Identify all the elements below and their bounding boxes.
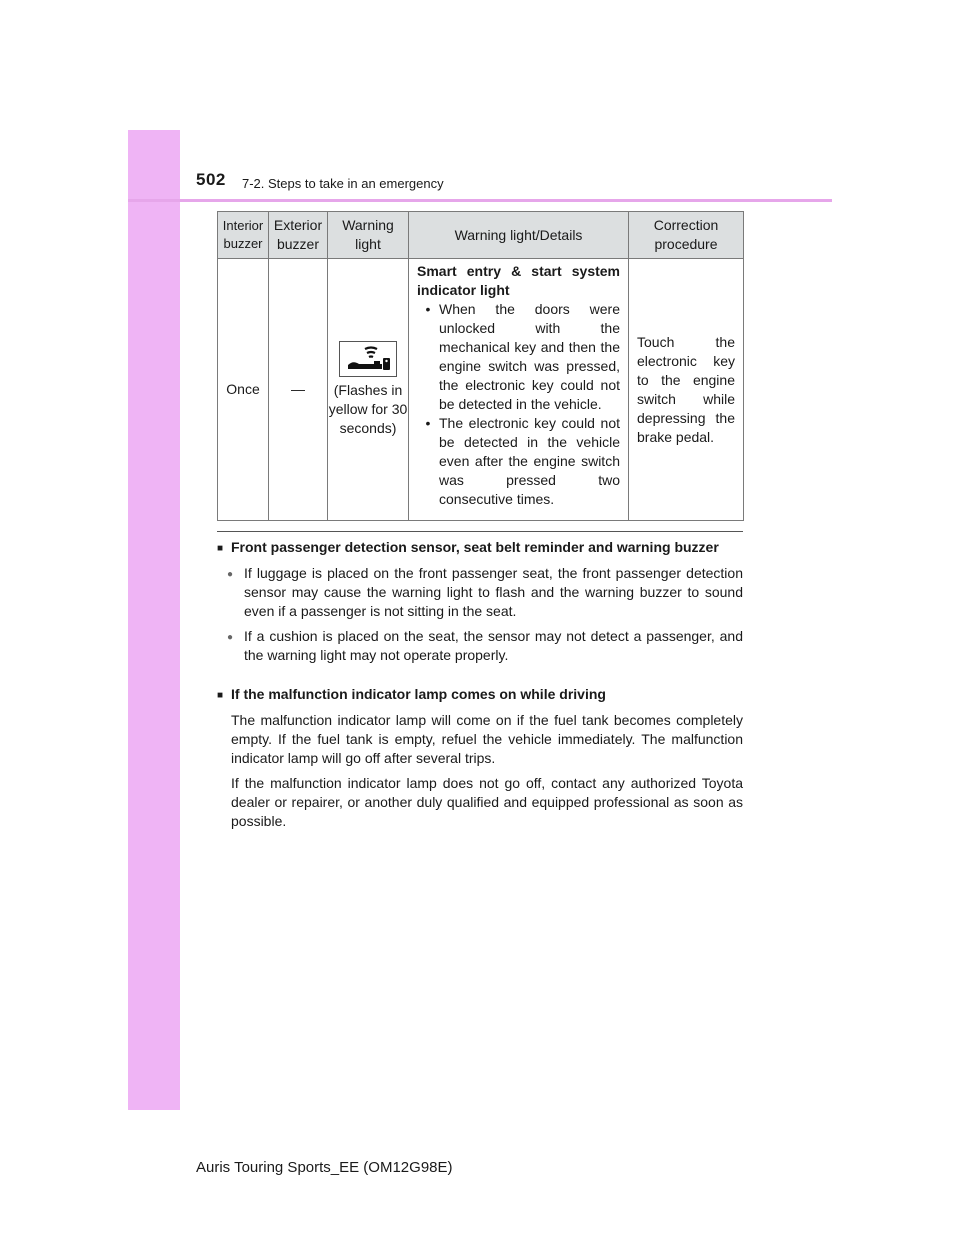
section-title: 7-2. Steps to take in an emergency — [242, 176, 444, 191]
header-interior-buzzer: Interior buzzer — [218, 212, 269, 259]
paragraph: The malfunction indicator lamp will come on if the fuel tank becomes completely empty. If the fuel tank is empty, refuel the vehicle immediately. The malfunction indicator lamp will go off after several trips. — [231, 712, 743, 766]
table-header-row — [218, 212, 744, 259]
note-heading: ■ Front passenger detection sensor, seat belt reminder and warning buzzer — [217, 538, 743, 558]
header-rule — [128, 199, 832, 202]
header-correction: Correction procedure — [629, 212, 744, 259]
page-footer: Auris Touring Sports_EE (OM12G98E) — [196, 1159, 453, 1176]
note-malfunction-lamp — [217, 685, 743, 831]
smart-key-indicator-icon — [339, 341, 397, 377]
interior-buzzer-cell: Once — [218, 259, 269, 521]
circle-bullet-icon: ● — [227, 569, 234, 580]
icon-note: (Flashes in yellow for 30 seconds) — [328, 382, 408, 436]
list-item: ● If luggage is placed on the front passenger seat, the front passenger detection sensor may cause the warning light to flash and the warning buzzer to sound even if a passenger is not sitting in the seat. — [227, 565, 743, 619]
circle-bullet-icon: ● — [227, 632, 234, 643]
header-exterior-buzzer: Exterior buzzer — [269, 212, 328, 259]
correction-cell: Touch the electronic key to the engine switch while depressing the brake pedal. — [629, 259, 744, 521]
square-bullet-icon: ■ — [217, 543, 224, 554]
note-front-passenger — [217, 538, 743, 665]
chapter-side-tab — [128, 130, 180, 1110]
warning-table — [217, 211, 744, 521]
exterior-buzzer-cell: — — [269, 259, 328, 521]
header-details: Warning light/Details — [409, 212, 629, 259]
table-row — [218, 259, 744, 521]
list-item: ● If a cushion is placed on the seat, the sensor may not detect a passenger, and the warning light may not operate properly. — [227, 628, 743, 663]
note-heading: ■ If the malfunction indicator lamp comes on while driving — [217, 685, 743, 705]
page-number: 502 — [196, 170, 226, 189]
details-cell — [409, 259, 629, 521]
list-item: • The electronic key could not be detected in the vehicle even after the engine switch was pressed two consecutive times. — [425, 415, 620, 507]
list-item: • When the doors were unlocked with the mechanical key and then the engine switch was pressed, the electronic key could not be detected in the vehicle. — [425, 301, 620, 412]
header-warning-light: Warning light — [328, 212, 409, 259]
light-title: Smart entry & start system indicator light — [417, 263, 620, 298]
warning-light-cell — [328, 259, 409, 521]
section-divider — [217, 531, 743, 532]
paragraph: If the malfunction indicator lamp does not go off, contact any authorized Toyota dealer or repairer, or another duly qualified and equipped professional as soon as possible. — [231, 775, 743, 829]
square-bullet-icon: ■ — [217, 690, 224, 701]
